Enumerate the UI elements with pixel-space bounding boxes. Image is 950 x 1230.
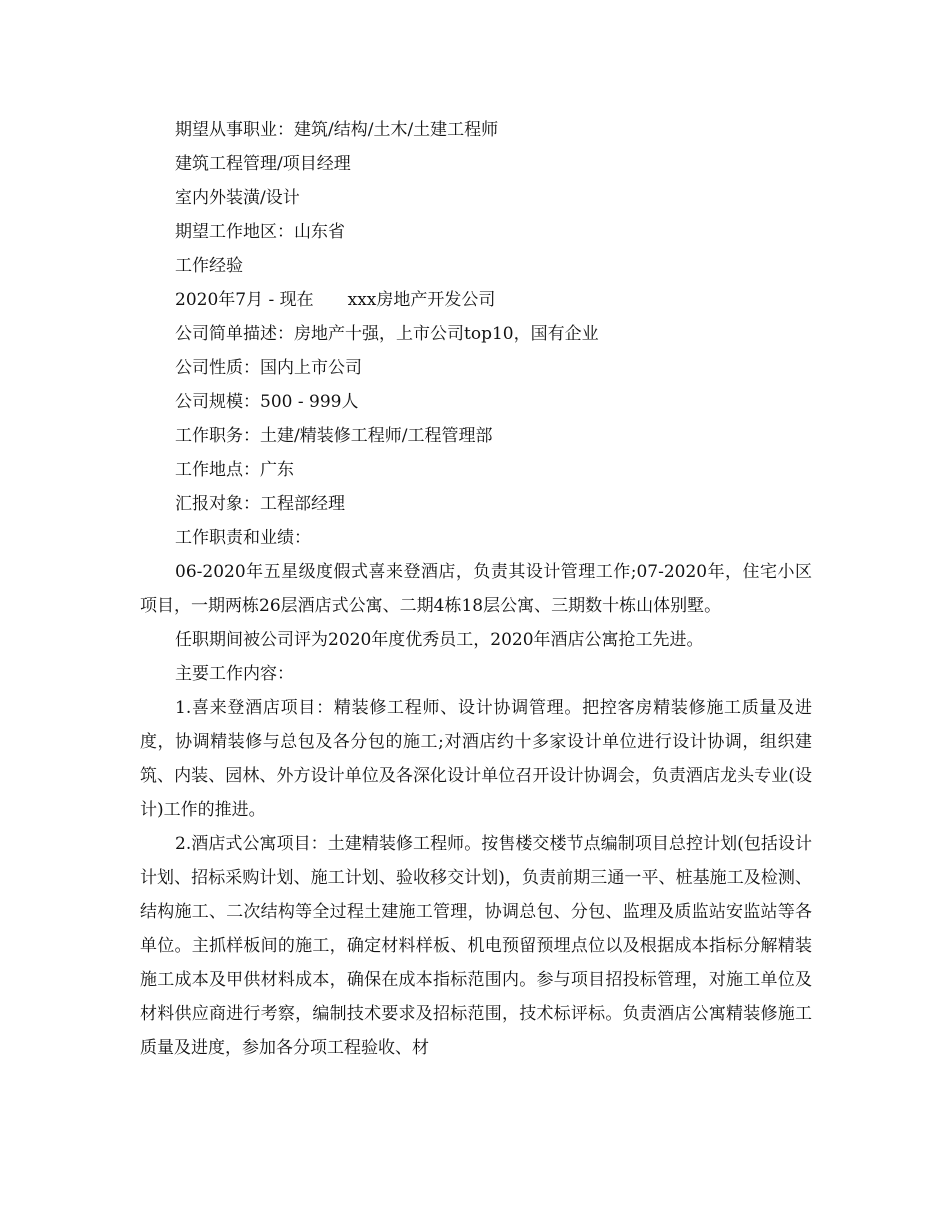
expected-region-line: 期望工作地区：山东省: [175, 222, 345, 242]
work-experience-heading: 工作经验: [175, 256, 243, 276]
report-to-line: 汇报对象：工程部经理: [175, 494, 345, 514]
company-size-line: 公司规模：500 - 999人: [175, 392, 359, 412]
projects-paragraph: 06-2020年五星级度假式喜来登酒店，负责其设计管理工作;07-2020年，住宅小区项目，一期两栋26层酒店式公寓、二期4栋18层公寓、三期数十栋山体别墅。: [140, 562, 812, 616]
sheraton-project-paragraph: 1.喜来登酒店项目：精装修工程师、设计协调管理。把控客房精装修施工质量及进度，协调精装修与总包及各分包的施工;对酒店约十多家设计单位进行设计协调，组织建筑、内装、园林、外方设计单位及各深化设计单位召开设计协调会，负责酒店龙头专业(设计)工作的推进。: [140, 698, 812, 820]
expected-occupation-line: 期望从事职业：建筑/结构/土木/土建工程师: [175, 120, 499, 140]
employment-period-line: 2020年7月 - 现在 xxx房地产开发公司: [175, 290, 496, 310]
document-body: [140, 113, 812, 1065]
main-work-heading: 主要工作内容：: [175, 664, 294, 684]
job-title-line: 工作职务：土建/精装修工程师/工程管理部: [175, 426, 493, 446]
awards-paragraph: 任职期间被公司评为2020年度优秀员工，2020年酒店公寓抢工先进。: [175, 630, 704, 650]
occupation-line-3: 室内外装潢/设计: [175, 188, 300, 208]
occupation-line-2: 建筑工程管理/项目经理: [175, 154, 351, 174]
company-description-line: 公司简单描述：房地产十强，上市公司top10，国有企业: [175, 324, 599, 344]
apartment-project-paragraph: 2.酒店式公寓项目：土建精装修工程师。按售楼交楼节点编制项目总控计划(包括设计计划、招标采购计划、施工计划、验收移交计划)，负责前期三通一平、桩基施工及检测、结构施工、二次结构等全过程土建施工管理，协调总包、分包、监理及质监站安监站等各单位。主抓样板间的施工，确定材料样板、机电预留预埋点位以及根据成本指标分解精装施工成本及甲供材料成本，确保在成本指标范围内。参与项目招投标管理，对施工单位及材料供应商进行考察，编制技术要求及招标范围，技术标评标。负责酒店公寓精装修施工质量及进度，参加各分项工程验收、材: [140, 834, 812, 1058]
company-nature-line: 公司性质：国内上市公司: [175, 358, 362, 378]
duties-heading: 工作职责和业绩：: [175, 528, 311, 548]
work-location-line: 工作地点：广东: [175, 460, 294, 480]
